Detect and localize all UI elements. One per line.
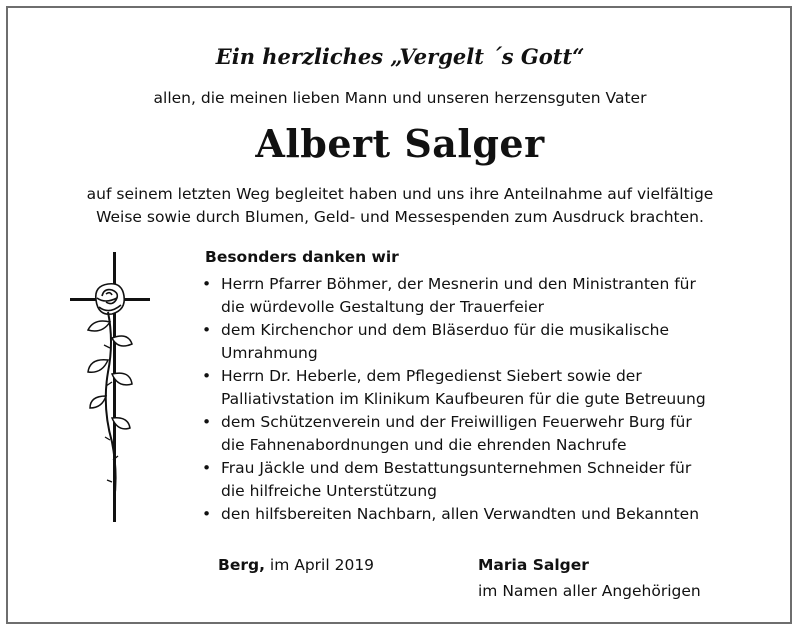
list-item-line-2: Umrahmung bbox=[221, 344, 318, 362]
list-item bbox=[199, 319, 779, 365]
list-item bbox=[199, 457, 779, 503]
list-item bbox=[199, 365, 779, 411]
list-item-line-1: dem Kirchenchor und dem Bläserduo für die musikalische bbox=[221, 321, 670, 339]
place-date bbox=[218, 556, 374, 574]
bullet-icon: • bbox=[202, 459, 212, 477]
body-line-1: auf seinem letzten Weg begleitet haben und uns ihre Anteilnahme auf vielfältige bbox=[86, 185, 714, 203]
list-item bbox=[199, 411, 779, 457]
bullet-icon: • bbox=[202, 367, 212, 385]
list-item-line-1: dem Schützenverein und der Freiwilligen Feuerwehr Burg für bbox=[221, 413, 692, 431]
body-line-2: Weise sowie durch Blumen, Geld- und Messespenden zum Ausdruck brachten. bbox=[96, 208, 704, 226]
notice-heading: Ein herzliches „Vergelt ´s Gott“ bbox=[215, 44, 585, 69]
list-item-line-1: Herrn Dr. Heberle, dem Pflegedienst Siebert sowie der bbox=[221, 367, 642, 385]
list-item bbox=[199, 273, 779, 319]
thanks-list bbox=[199, 273, 779, 526]
list-item-line-2: die Fahnenabordnungen und die ehrenden Nachrufe bbox=[221, 436, 627, 454]
bullet-icon: • bbox=[202, 321, 212, 339]
date: im April 2019 bbox=[269, 556, 375, 574]
list-item-line-2: die würdevolle Gestaltung der Trauerfeier bbox=[221, 298, 544, 316]
intro-text: allen, die meinen lieben Mann und unseren herzensguten Vater bbox=[153, 89, 647, 107]
body-text bbox=[40, 183, 760, 229]
list-item bbox=[199, 503, 779, 526]
bullet-icon: • bbox=[202, 505, 212, 523]
bullet-icon: • bbox=[202, 275, 212, 293]
cross-with-rose-icon bbox=[66, 250, 156, 525]
bullet-icon: • bbox=[202, 413, 212, 431]
list-item-line-1: Herrn Pfarrer Böhmer, der Mesnerin und den Ministranten für bbox=[221, 275, 696, 293]
list-item-line-2: die hilfreiche Unterstützung bbox=[221, 482, 438, 500]
place: Berg, bbox=[218, 556, 265, 574]
list-item-line-1: den hilfsbereiten Nachbarn, allen Verwandten und Bekannten bbox=[221, 505, 700, 523]
thanks-heading: Besonders danken wir bbox=[205, 248, 399, 266]
signer-name: Maria Salger bbox=[478, 556, 589, 574]
list-item-line-2: Palliativstation im Klinikum Kaufbeuren für die gute Betreuung bbox=[221, 390, 706, 408]
signer-subtitle: im Namen aller Angehörigen bbox=[478, 582, 701, 600]
deceased-name: Albert Salger bbox=[255, 121, 545, 166]
list-item-line-1: Frau Jäckle und dem Bestattungsunternehmen Schneider für bbox=[221, 459, 692, 477]
